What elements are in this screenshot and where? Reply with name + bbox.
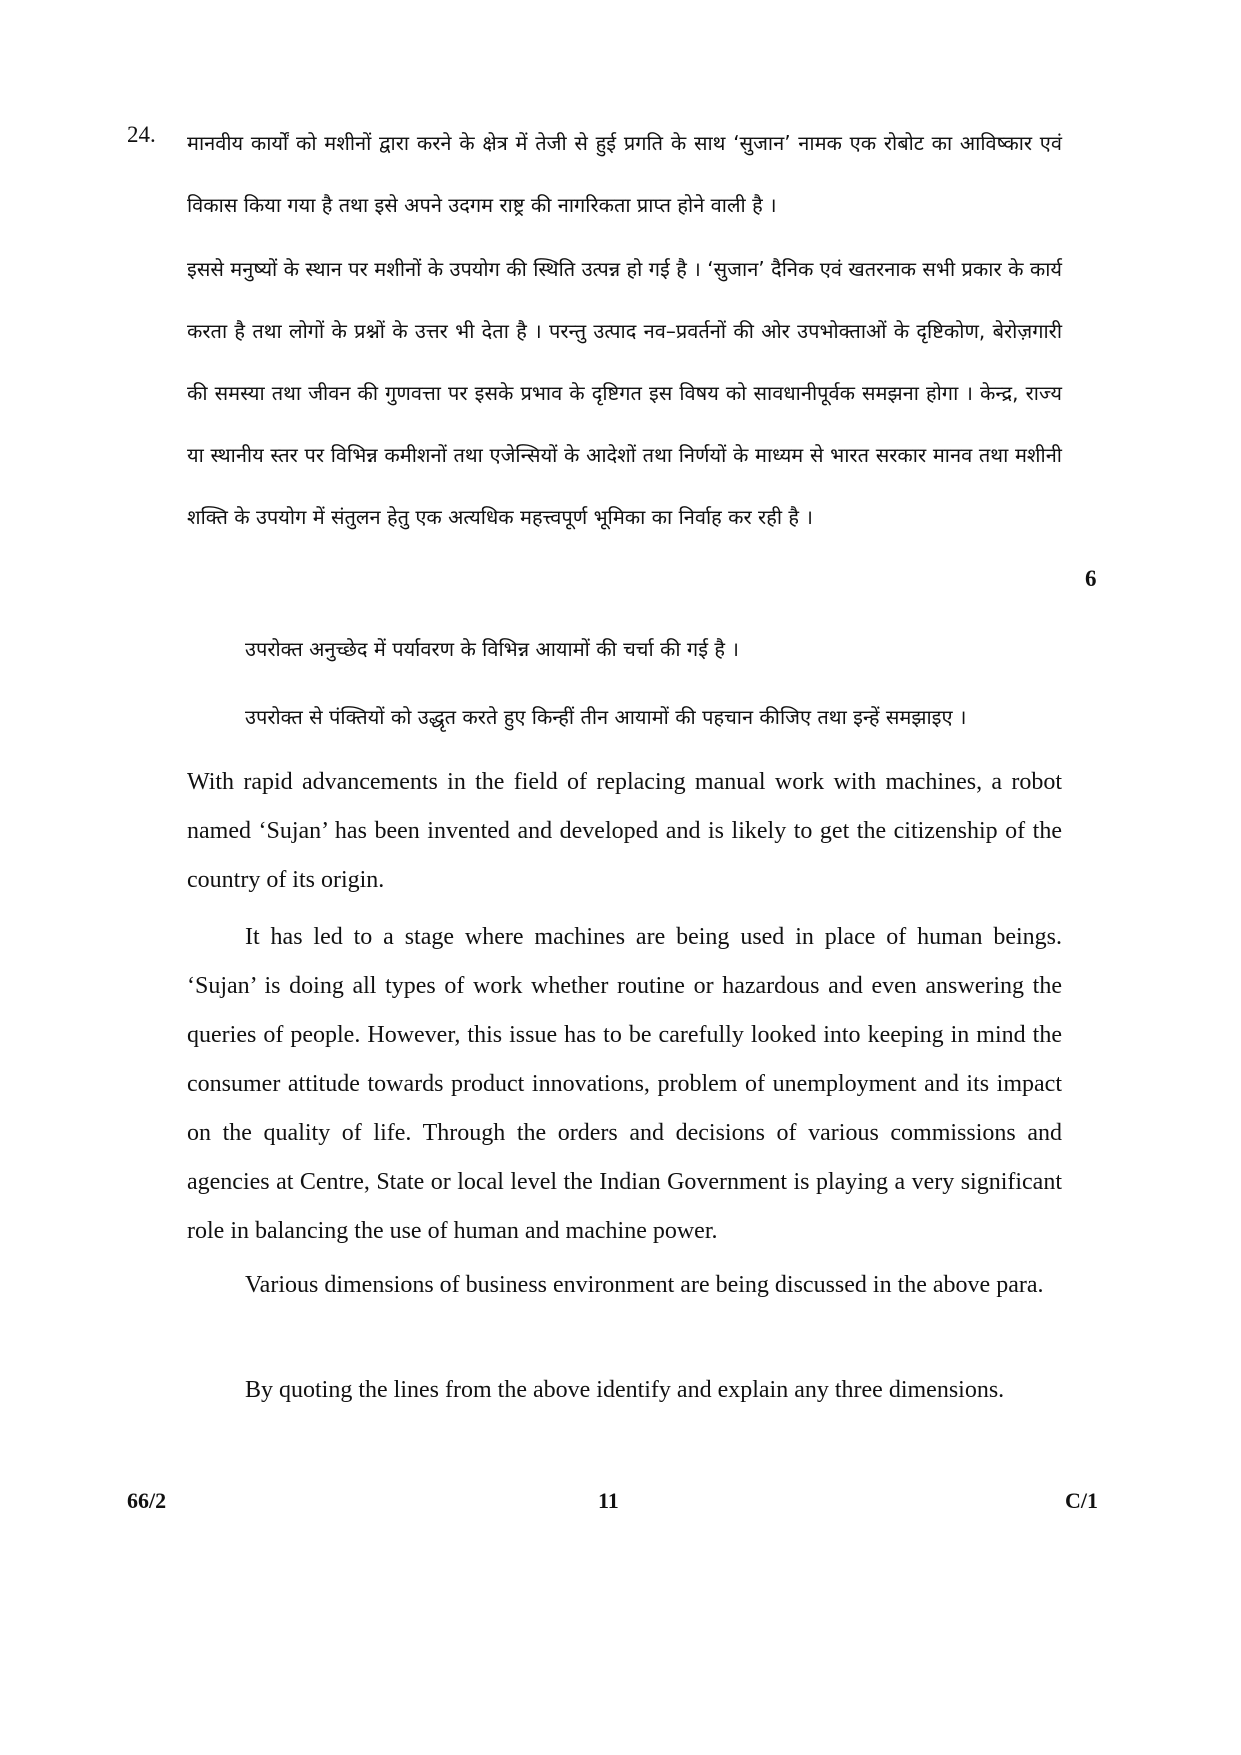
hindi-question-line-1: उपरोक्त अनुच्छेद में पर्यावरण के विभिन्न आयामों की चर्चा की गई है ।	[245, 637, 739, 661]
marks-label: 6	[1085, 566, 1097, 591]
english-question-line-1: Various dimensions of business environment are being discussed in the above para.	[245, 1272, 1044, 1298]
question-number: 24.	[127, 122, 156, 147]
set-code: C/1	[1065, 1488, 1098, 1513]
hindi-paragraph-2: इससे मनुष्यों के स्थान पर मशीनों के उपयोग की स्थिति उत्पन्न हो गई है । ‘सुजान’ दैनिक एवं खतरनाक सभी प्रकार के कार्य करता है तथा लोगों के प्रश्नों के उत्तर भी देता है । परन्तु उत्पाद नव–प्रवर्तनों की ओर उपभोक्ताओं के दृष्टिकोण, बेरोज़गारी की समस्या तथा जीवन की गुणवत्ता पर इसके प्रभाव के दृष्टिगत इस विषय को सावधानीपूर्वक समझना होगा । केन्द्र, राज्य या स्थानीय स्तर पर विभिन्न कमीशनों तथा एजेन्सियों के आदेशों तथा निर्णयों के माध्यम से भारत सरकार मानव तथा मशीनी शक्ति के उपयोग में संतुलन हेतु एक अत्यधिक महत्त्वपूर्ण भूमिका का निर्वाह कर रही है ।	[187, 257, 1062, 529]
paper-code: 66/2	[127, 1488, 167, 1513]
english-paragraph-1: With rapid advancements in the field of replacing manual work with machines, a robot named ‘Sujan’ has been invented and developed and is likely to get the citizenship of the country of its origin.	[187, 769, 1062, 893]
hindi-paragraph-1: मानवीय कार्यों को मशीनों द्वारा करने के क्षेत्र में तेजी से हुई प्रगति के साथ ‘सुजान’ नामक एक रोबोट का आविष्कार एवं विकास किया गया है तथा इसे अपने उदगम राष्ट्र की नागरिकता प्राप्त होने वाली है ।	[187, 131, 1062, 217]
hindi-question-line-2: उपरोक्त से पंक्तियों को उद्धृत करते हुए किन्हीं तीन आयामों की पहचान कीजिए तथा इन्हें समझाइए ।	[245, 705, 967, 729]
page-number: 11	[598, 1488, 619, 1513]
english-paragraph-2: It has led to a stage where machines are being used in place of human beings. ‘Sujan’ is doing all types of work whether routine or hazardous and even answering the queries of people. However, this issue has to be carefully looked into keeping in mind the consumer attitude towards product innovations, problem of unemployment and its impact on the quality of life. Through the orders and decisions of various commissions and agencies at Centre, State or local level the Indian Government is playing a very significant role in balancing the use of human and machine power.	[187, 924, 1062, 1244]
english-question-line-2: By quoting the lines from the above identify and explain any three dimensions.	[245, 1377, 1005, 1403]
